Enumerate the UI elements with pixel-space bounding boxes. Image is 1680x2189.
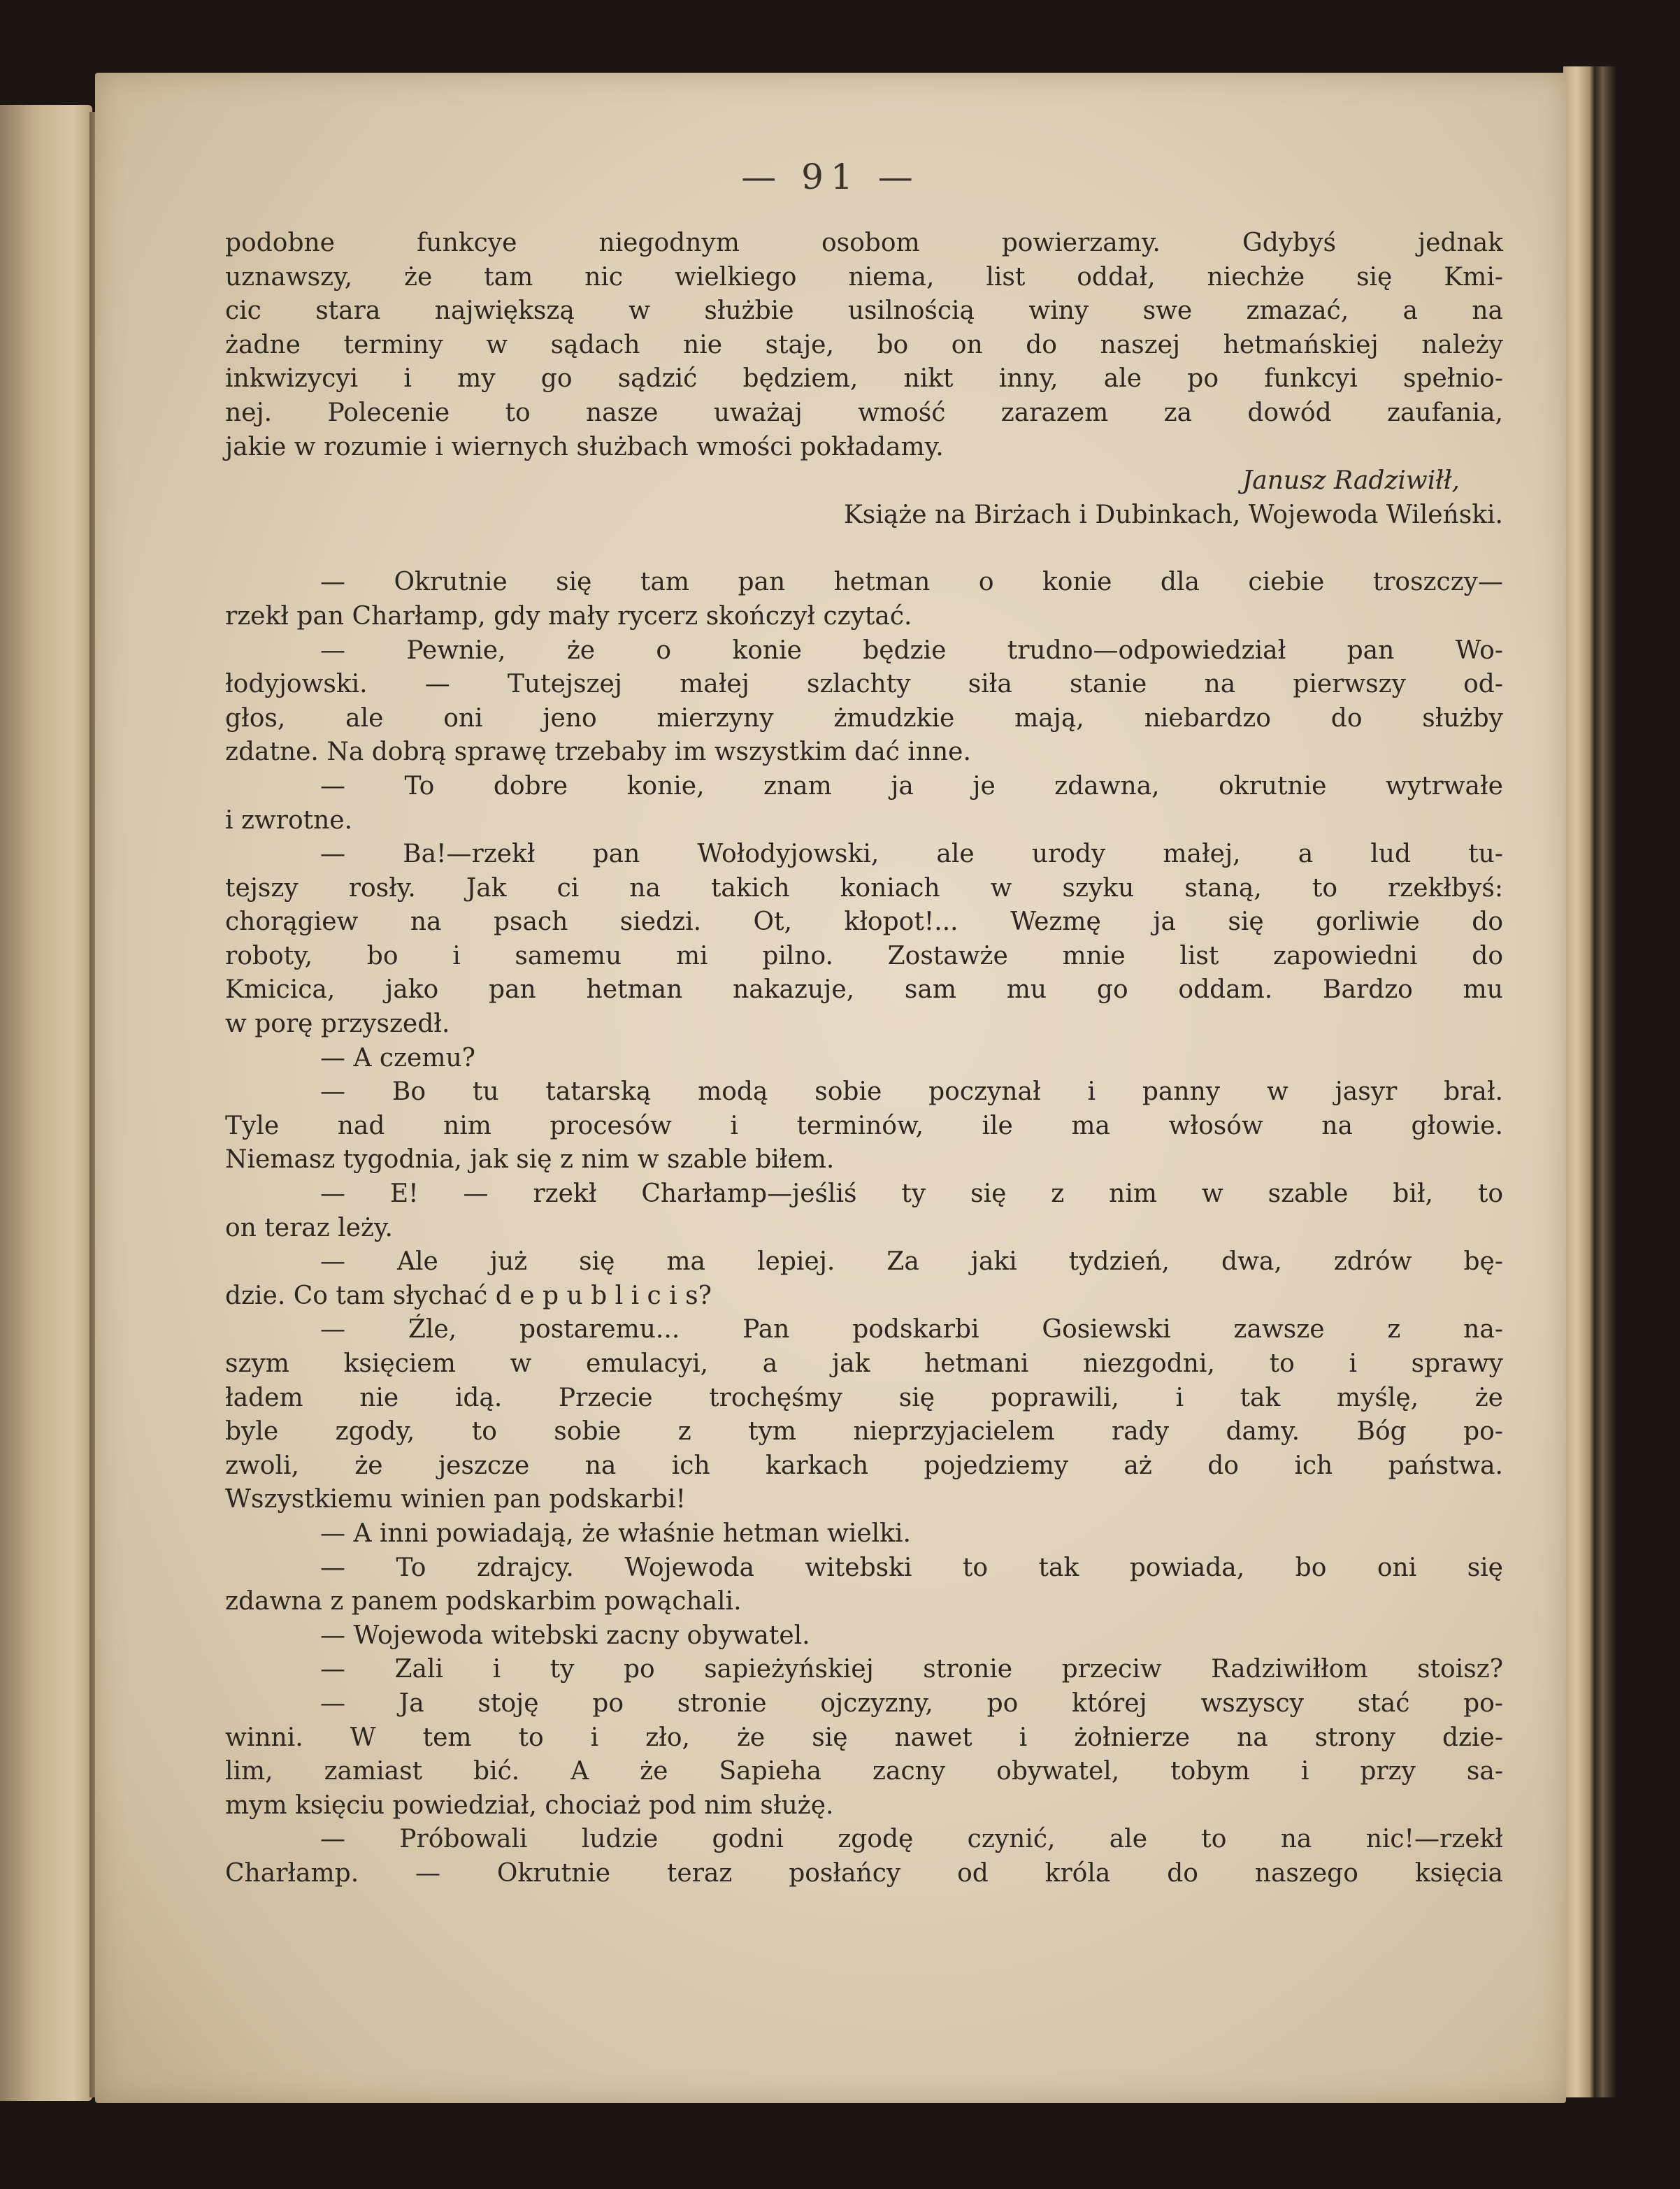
book-page <box>95 73 1566 2103</box>
text-line: inkwizycyi i my go sądzić będziem, nikt inny, ale po funkcyi spełnio- <box>225 364 1503 394</box>
text-line: chorągiew na psach siedzi. Ot, kłopot!... Wezmę ja się gorliwie do <box>225 907 1503 937</box>
text-line: Niemasz tygodnia, jak się z nim w szable biłem. <box>225 1145 835 1175</box>
page-number: — 91 — <box>741 157 920 197</box>
text-line: w porę przyszedł. <box>225 1010 450 1039</box>
text-line: i zwrotne. <box>225 805 353 835</box>
text-line: głos, ale oni jeno mierzyny żmudzkie mają, niebardzo do służby <box>225 703 1503 733</box>
text-line: zdawna z panem podskarbim powąchali. <box>225 1587 742 1616</box>
text-line: Wszystkiemu winien pan podskarbi! <box>225 1485 686 1514</box>
text-line: — Ale już się ma lepiej. Za jaki tydzień, dwa, zdrów bę- <box>320 1247 1503 1277</box>
text-line: Charłamp. — Okrutnie teraz posłańcy od króla do naszego księcia <box>225 1858 1503 1888</box>
text-line: on teraz leży. <box>225 1213 393 1242</box>
text-line: Kmicica, jako pan hetman nakazuje, sam mu go oddam. Bardzo mu <box>225 975 1503 1005</box>
text-line: winni. W tem to i zło, że się nawet i żołnierze na strony dzie- <box>225 1723 1503 1752</box>
text-line: rzekł pan Charłamp, gdy mały rycerz skończył czytać. <box>225 601 912 631</box>
text-line: — Bo tu tatarską modą sobie poczynał i panny w jasyr brał. <box>320 1077 1503 1107</box>
text-line: — A inni powiadają, że właśnie hetman wielki. <box>320 1519 911 1548</box>
text-line: — Ja stoję po stronie ojczyzny, po której wszyscy stać po- <box>320 1688 1503 1718</box>
text-line: jakie w rozumie i wiernych służbach wmości pokładamy. <box>225 432 944 461</box>
text-line: lim, zamiast bić. A że Sapieha zacny obywatel, tobym i przy sa- <box>225 1757 1503 1786</box>
text-line: podobne funkcye niegodnym osobom powierzamy. Gdybyś jednak <box>225 229 1503 257</box>
text-line: — Pewnie, że o konie będzie trudno—odpowiedział pan Wo- <box>320 636 1503 665</box>
signature-name: Janusz Radziwiłł, <box>1242 466 1460 496</box>
book-cover-edge <box>1563 66 1616 2097</box>
text-line: ładem nie idą. Przecie trochęśmy się poprawili, i tak myślę, że <box>225 1383 1503 1412</box>
text-line: roboty, bo i samemu mi pilno. Zostawże mnie list zapowiedni do <box>225 941 1503 970</box>
text-line: byle zgody, to sobie z tym nieprzyjacielem rady damy. Bóg po- <box>225 1417 1503 1447</box>
text-line: żadne terminy w sądach nie staje, bo on do naszej hetmańskiej należy <box>225 330 1503 359</box>
text-line: — Źle, postaremu... Pan podskarbi Gosiewski zawsze z na- <box>320 1315 1503 1344</box>
text-line: uznawszy, że tam nic wielkiego niema, list oddał, niechże się Kmi- <box>225 262 1503 292</box>
text-line: — Wojewoda witebski zacny obywatel. <box>320 1621 810 1650</box>
signature-title: Książe na Birżach i Dubinkach, Wojewoda Wileński. <box>843 500 1503 529</box>
text-line: — To dobre konie, znam ja je zdawna, okrutnie wytrwałe <box>320 771 1503 801</box>
text-line: — Okrutnie się tam pan hetman o konie dla ciebie troszczy— <box>320 568 1503 597</box>
text-line: zwoli, że jeszcze na ich karkach pojedziemy aż do ich państwa. <box>225 1451 1503 1480</box>
text-line: — A czemu? <box>320 1043 475 1072</box>
text-line: tejszy rosły. Jak ci na takich koniach w szyku staną, to rzekłbyś: <box>225 873 1503 903</box>
text-line: łodyjowski. — Tutejszej małej szlachty siła stanie na pierwszy od- <box>225 670 1503 699</box>
text-line: szym księciem w emulacyi, a jak hetmani niezgodni, to i sprawy <box>225 1349 1503 1378</box>
text-line: — Zali i ty po sapieżyńskiej stronie przeciw Radziwiłłom stoisz? <box>320 1655 1503 1684</box>
left-page-edge <box>0 105 92 2101</box>
text-line: Tyle nad nim procesów i terminów, ile ma włosów na głowie. <box>225 1111 1503 1140</box>
text-line: — E! — rzekł Charłamp—jeśliś ty się z nim w szable bił, to <box>320 1179 1503 1209</box>
text-line: cic stara największą w służbie usilnością winy swe zmazać, a na <box>225 296 1503 326</box>
text-line: zdatne. Na dobrą sprawę trzebaby im wszystkim dać inne. <box>225 738 971 767</box>
page-text <box>225 227 1503 1891</box>
text-line: nej. Polecenie to nasze uważaj wmość zarazem za dowód zaufania, <box>225 398 1503 427</box>
text-line: dzie. Co tam słychać d e p u b l i c i s? <box>225 1281 712 1310</box>
text-line: mym księciu powiedział, chociaż pod nim służę. <box>225 1790 834 1820</box>
text-line: — Próbowali ludzie godni zgodę czynić, ale to na nic!—rzekł <box>320 1825 1503 1854</box>
text-line: — To zdrajcy. Wojewoda witebski to tak powiada, bo oni się <box>320 1553 1503 1582</box>
text-line: — Ba!—rzekł pan Wołodyjowski, ale urody małej, a lud tu- <box>320 840 1503 869</box>
paragraph-gap <box>225 532 1503 566</box>
